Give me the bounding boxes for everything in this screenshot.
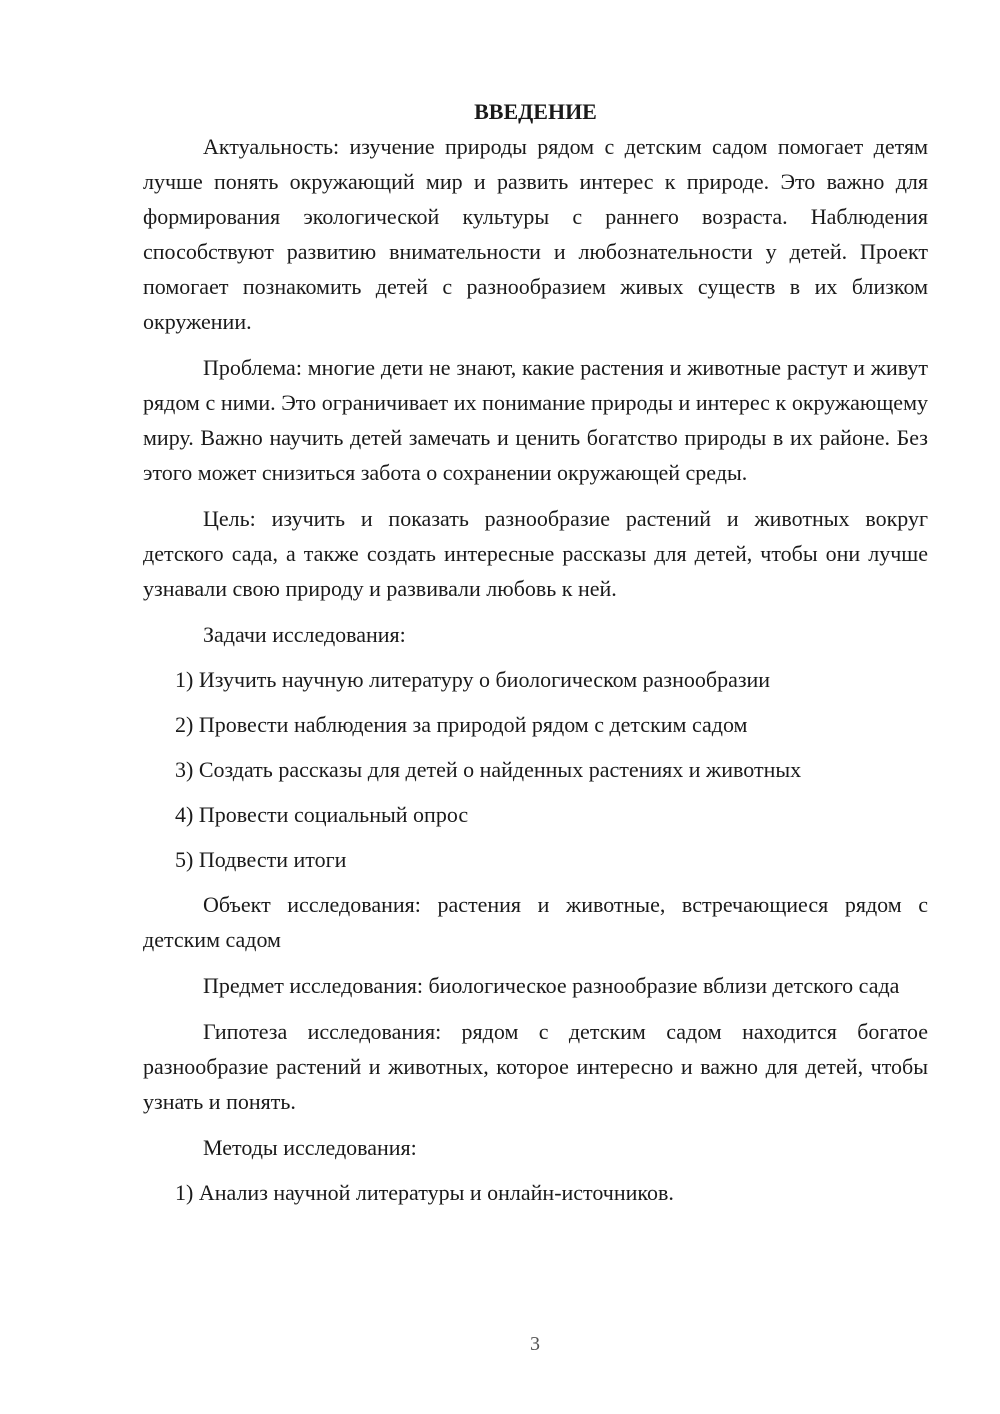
tasks-heading: Задачи исследования: [203, 622, 406, 647]
tasks-list [143, 662, 928, 877]
relevance-paragraph: Актуальность: изучение природы рядом с детским садом помогает детям лучше понять окружающий мир и развить интерес к природе. Это важно для формирования экологической культуры с раннего возраста. Наблюдения способствуют развитию внимательности и любознательности у детей. Проект помогает познакомить детей с разнообразием живых существ в их близком окружении. [143, 134, 928, 334]
methods-heading: Методы исследования: [203, 1135, 417, 1160]
hypothesis-paragraph: Гипотеза исследования: рядом с детским садом находится богатое разнообразие растений и животных, которое интересно и важно для детей, чтобы узнать и понять. [143, 1019, 928, 1114]
list-item: 3) Создать рассказы для детей о найденных растениях и животных [175, 757, 802, 782]
goal-paragraph: Цель: изучить и показать разнообразие растений и животных вокруг детского сада, а также создать интересные рассказы для детей, чтобы они лучше узнавали свою природу и развивали любовь к ней. [143, 506, 928, 601]
list-item: 2) Провести наблюдения за природой рядом с детским садом [175, 712, 748, 737]
list-item: 5) Подвести итоги [175, 847, 347, 872]
problem-paragraph: Проблема: многие дети не знают, какие растения и животные растут и живут рядом с ними. Это ограничивает их понимание природы и интерес к окружающему миру. Важно научить детей замечать и ценить богатство природы в их районе. Без этого может снизиться забота о сохранении окружающей среды. [143, 355, 928, 485]
page-number: 3 [530, 1333, 540, 1355]
list-item: 1) Анализ научной литературы и онлайн-источников. [175, 1180, 674, 1205]
subject-paragraph: Предмет исследования: биологическое разнообразие вблизи детского сада [203, 973, 900, 998]
list-item: 1) Изучить научную литературу о биологическом разнообразии [175, 667, 771, 692]
page-title: ВВЕДЕНИЕ [474, 99, 597, 124]
list-item: 4) Провести социальный опрос [175, 802, 469, 827]
document-page [143, 94, 928, 1220]
methods-list [143, 1175, 928, 1210]
object-paragraph: Объект исследования: растения и животные, встречающиеся рядом с детским садом [143, 892, 928, 952]
